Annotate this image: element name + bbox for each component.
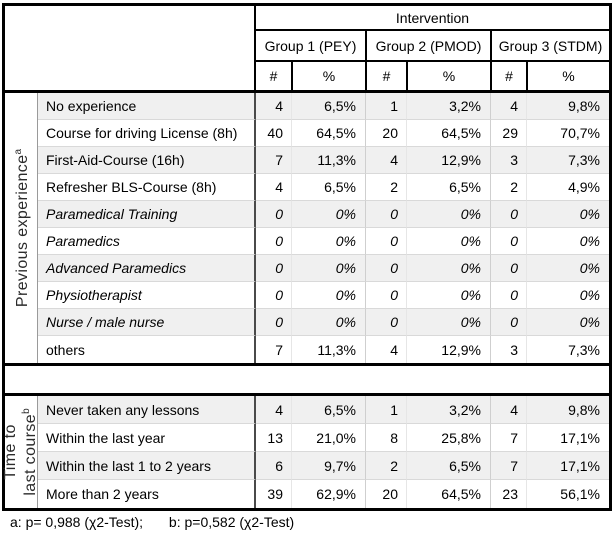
cell-percent-g2: 3,2% <box>406 396 490 424</box>
header-group-2: Group 2 (PMOD) <box>365 31 490 62</box>
cell-percent-g3: 17,1% <box>526 424 609 452</box>
cell-percent-g2: 64,5% <box>406 120 490 147</box>
cell-percent-g3: 17,1% <box>526 452 609 480</box>
cell-percent-g2: 64,5% <box>406 480 490 508</box>
cell-count-g3: 4 <box>490 396 526 424</box>
cell-percent-g2: 6,5% <box>406 174 490 201</box>
footnote-b-text: b: p=0,582 (χ2-Test) <box>168 514 295 530</box>
rotated-label-text: Time to <box>1 424 19 480</box>
cell-count-g2: 2 <box>365 174 406 201</box>
cell-count-g1: 4 <box>256 396 291 424</box>
footnote-marker-a: a <box>12 148 24 155</box>
cell-percent-g1: 6,5% <box>291 396 365 424</box>
cell-percent-g2: 6,5% <box>406 452 490 480</box>
row-category: No experience <box>38 93 256 120</box>
cell-count-g2: 4 <box>365 336 406 363</box>
cell-count-g1: 0 <box>256 309 291 336</box>
cell-count-g3: 29 <box>490 120 526 147</box>
cell-count-g2: 0 <box>365 228 406 255</box>
cell-count-g1: 39 <box>256 480 291 508</box>
cell-percent-g1: 0% <box>291 228 365 255</box>
header-count-g2: # <box>365 62 406 90</box>
rotated-label-text: last course <box>22 413 40 496</box>
cell-count-g3: 23 <box>490 480 526 508</box>
row-category: Advanced Paramedics <box>38 255 256 282</box>
cell-percent-g3: 0% <box>526 282 609 309</box>
cell-percent-g1: 62,9% <box>291 480 365 508</box>
row-category: Paramedical Training <box>38 201 256 228</box>
cell-count-g1: 4 <box>256 93 291 120</box>
row-category: others <box>38 336 256 363</box>
cell-count-g1: 7 <box>256 147 291 174</box>
cell-percent-g1: 0% <box>291 255 365 282</box>
cell-percent-g3: 9,8% <box>526 93 609 120</box>
cell-count-g3: 0 <box>490 282 526 309</box>
cell-count-g1: 0 <box>256 201 291 228</box>
cell-percent-g1: 64,5% <box>291 120 365 147</box>
header-count-g3: # <box>490 62 526 90</box>
cell-count-g3: 0 <box>490 309 526 336</box>
section-previous-experience <box>5 93 609 366</box>
section-time-to-last-course <box>1 396 609 508</box>
cell-count-g3: 0 <box>490 255 526 282</box>
cell-percent-g3: 4,9% <box>526 174 609 201</box>
cell-percent-g3: 9,8% <box>526 396 609 424</box>
results-table <box>2 3 612 511</box>
row-category: More than 2 years <box>38 480 256 508</box>
rotated-label <box>11 149 31 307</box>
row-category: Paramedics <box>38 228 256 255</box>
cell-count-g3: 2 <box>490 174 526 201</box>
cell-count-g1: 6 <box>256 452 291 480</box>
cell-count-g3: 4 <box>490 93 526 120</box>
cell-percent-g2: 0% <box>406 201 490 228</box>
cell-percent-g1: 0% <box>291 282 365 309</box>
cell-percent-g3: 0% <box>526 201 609 228</box>
cell-percent-g2: 0% <box>406 255 490 282</box>
cell-percent-g2: 0% <box>406 309 490 336</box>
cell-count-g2: 2 <box>365 452 406 480</box>
cell-percent-g2: 0% <box>406 282 490 309</box>
cell-count-g2: 8 <box>365 424 406 452</box>
section-spacer <box>5 366 609 396</box>
cell-count-g1: 0 <box>256 282 291 309</box>
section-label-previous-experience <box>5 93 38 363</box>
header-group-3: Group 3 (STDM) <box>490 31 609 62</box>
footnote-marker-b: b <box>20 408 32 414</box>
cell-percent-g2: 0% <box>406 228 490 255</box>
row-category: Never taken any lessons <box>38 396 256 424</box>
cell-count-g3: 7 <box>490 452 526 480</box>
cell-count-g1: 13 <box>256 424 291 452</box>
cell-percent-g3: 7,3% <box>526 147 609 174</box>
cell-percent-g2: 3,2% <box>406 93 490 120</box>
cell-percent-g3: 56,1% <box>526 480 609 508</box>
row-category: Refresher BLS-Course (8h) <box>38 174 256 201</box>
cell-count-g2: 1 <box>365 396 406 424</box>
cell-count-g3: 3 <box>490 147 526 174</box>
row-category: First-Aid-Course (16h) <box>38 147 256 174</box>
cell-percent-g2: 25,8% <box>406 424 490 452</box>
header-percent-g3: % <box>526 62 609 90</box>
cell-percent-g1: 0% <box>291 309 365 336</box>
cell-count-g2: 0 <box>365 309 406 336</box>
row-category: Nurse / male nurse <box>38 309 256 336</box>
rotated-label-text: Previous experience <box>14 154 32 308</box>
table-header <box>5 6 609 93</box>
cell-count-g1: 7 <box>256 336 291 363</box>
cell-percent-g2: 12,9% <box>406 336 490 363</box>
cell-percent-g1: 6,5% <box>291 174 365 201</box>
footnote <box>10 514 294 530</box>
cell-count-g2: 20 <box>365 480 406 508</box>
cell-percent-g3: 7,3% <box>526 336 609 363</box>
cell-count-g1: 40 <box>256 120 291 147</box>
header-empty-cell <box>5 6 256 90</box>
header-group-1: Group 1 (PEY) <box>256 31 365 62</box>
cell-count-g2: 1 <box>365 93 406 120</box>
cell-percent-g3: 0% <box>526 309 609 336</box>
cell-percent-g1: 9,7% <box>291 452 365 480</box>
row-category: Within the last 1 to 2 years <box>38 452 256 480</box>
cell-count-g1: 4 <box>256 174 291 201</box>
row-category: Course for driving License (8h) <box>38 120 256 147</box>
cell-count-g1: 0 <box>256 255 291 282</box>
cell-count-g3: 7 <box>490 424 526 452</box>
header-count-g1: # <box>269 68 278 84</box>
cell-percent-g1: 6,5% <box>291 93 365 120</box>
rotated-label <box>3 408 39 495</box>
header-percent-g2: % <box>406 62 490 90</box>
cell-percent-g1: 11,3% <box>291 147 365 174</box>
cell-percent-g1: 0% <box>291 201 365 228</box>
rotated-label-line <box>19 408 39 495</box>
cell-count-g2: 0 <box>365 282 406 309</box>
cell-count-g2: 0 <box>365 201 406 228</box>
cell-count-g3: 0 <box>490 228 526 255</box>
cell-percent-g3: 0% <box>526 228 609 255</box>
rotated-label-line <box>3 408 19 495</box>
cell-count-g3: 3 <box>490 336 526 363</box>
footnote-a-text: a: p= 0,988 (χ2-Test); <box>10 514 144 530</box>
row-category: Within the last year <box>38 424 256 452</box>
cell-count-g2: 0 <box>365 255 406 282</box>
cell-count-g1: 0 <box>256 228 291 255</box>
section-label-time-to-last-course <box>1 396 40 508</box>
header-percent-g1: % <box>291 62 365 90</box>
cell-percent-g1: 21,0% <box>291 424 365 452</box>
cell-count-g2: 4 <box>365 147 406 174</box>
cell-percent-g3: 0% <box>526 255 609 282</box>
row-category: Physiotherapist <box>38 282 256 309</box>
cell-percent-g3: 70,7% <box>526 120 609 147</box>
cell-percent-g2: 12,9% <box>406 147 490 174</box>
cell-count-g3: 0 <box>490 201 526 228</box>
header-intervention: Intervention <box>256 6 609 31</box>
cell-percent-g1: 11,3% <box>291 336 365 363</box>
cell-count-g2: 20 <box>365 120 406 147</box>
